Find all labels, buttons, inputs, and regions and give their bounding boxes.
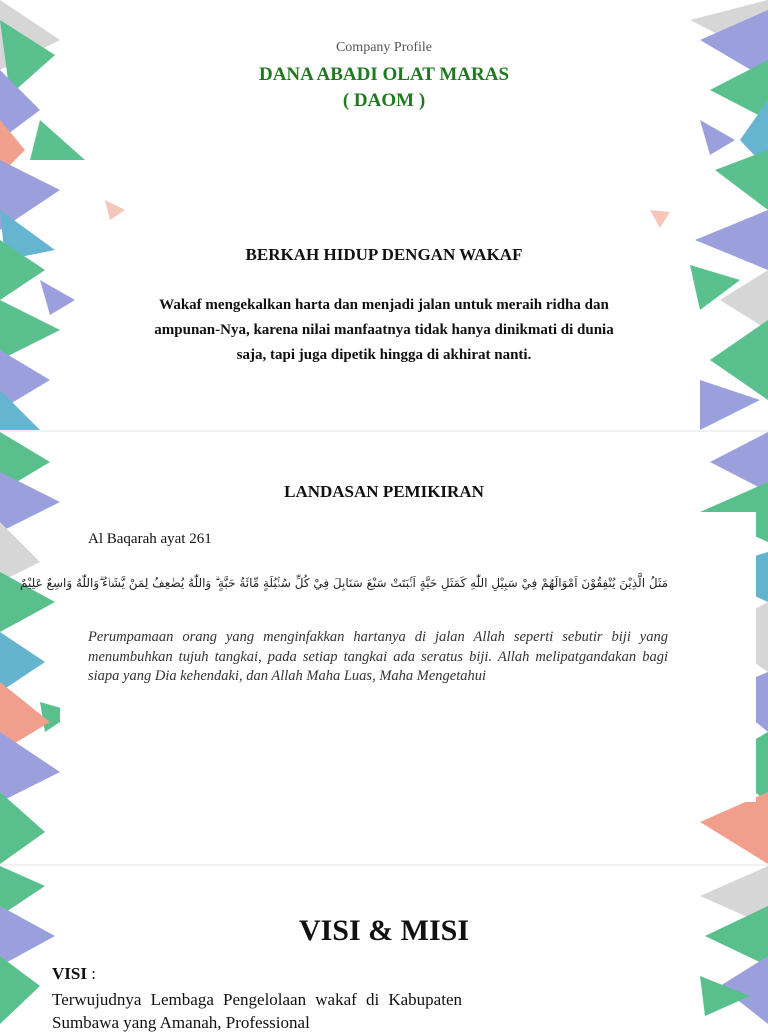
arabic-verse: مَثَلُ الَّذِيْنَ يُنْفِقُوْنَ اَمْوَالَهُمْ فِيْ سَبِيْلِ اللّٰهِ كَمَثَلِ حَبَّةٍ اَنْۢبَتَتْ سَبْعَ سَنَابِلَ فِيْ كُلِّ سُنْۢبُلَةٍ مِّائَةُ حَبَّةٍ ۗ وَاللّٰهُ يُضٰعِفُ لِمَنْ يَّشَاۤءُ ۗوَاللّٰهُ وَاسِعٌ عَلِيْمٌ (20, 576, 668, 590)
wakaf-line-2: ampunan-Nya, karena nilai manfaatnya tidak hanya dinikmati di dunia (154, 322, 614, 338)
org-name-line: DANA ABADI OLAT MARAS (258, 64, 510, 85)
org-abbr-line: ( DAOM ) (342, 90, 426, 111)
visi-heading: VISI (52, 964, 87, 983)
visi-colon: : (86, 964, 96, 983)
visi-label (52, 964, 96, 984)
company-profile-label: Company Profile (335, 40, 433, 55)
page-3 (0, 866, 768, 1032)
wakaf-title: BERKAH HIDUP DENGAN WAKAF (245, 245, 523, 264)
verse-translation: Perumpamaan orang yang menginfakkan hartanya di jalan Allah seperti sebutir biji yang menumbuhkan tujuh tangkai, pada setiap tangkai ada seratus biji. Allah melipatgandakan bagi siapa yang Dia kehendaki, dan Allah Maha Luas, Maha Mengetahui (88, 629, 668, 684)
landasan-title: LANDASAN PEMIKIRAN (284, 482, 484, 501)
visi-text: Terwujudnya Lembaga Pengelolaan wakaf di Kabupaten Sumbawa yang Amanah, Professional (52, 990, 462, 1032)
page-1 (0, 0, 768, 430)
verse-reference: Al Baqarah ayat 261 (88, 531, 212, 547)
organization-name (0, 62, 768, 114)
wakaf-line-1: Wakaf mengekalkan harta dan menjadi jalan untuk meraih ridha dan (159, 297, 609, 313)
page-2 (0, 432, 768, 864)
visi-misi-title: VISI & MISI (298, 914, 470, 947)
wakaf-line-3: saja, tapi juga dipetik hingga di akhirat nanti. (236, 347, 532, 363)
wakaf-paragraph (0, 293, 768, 368)
